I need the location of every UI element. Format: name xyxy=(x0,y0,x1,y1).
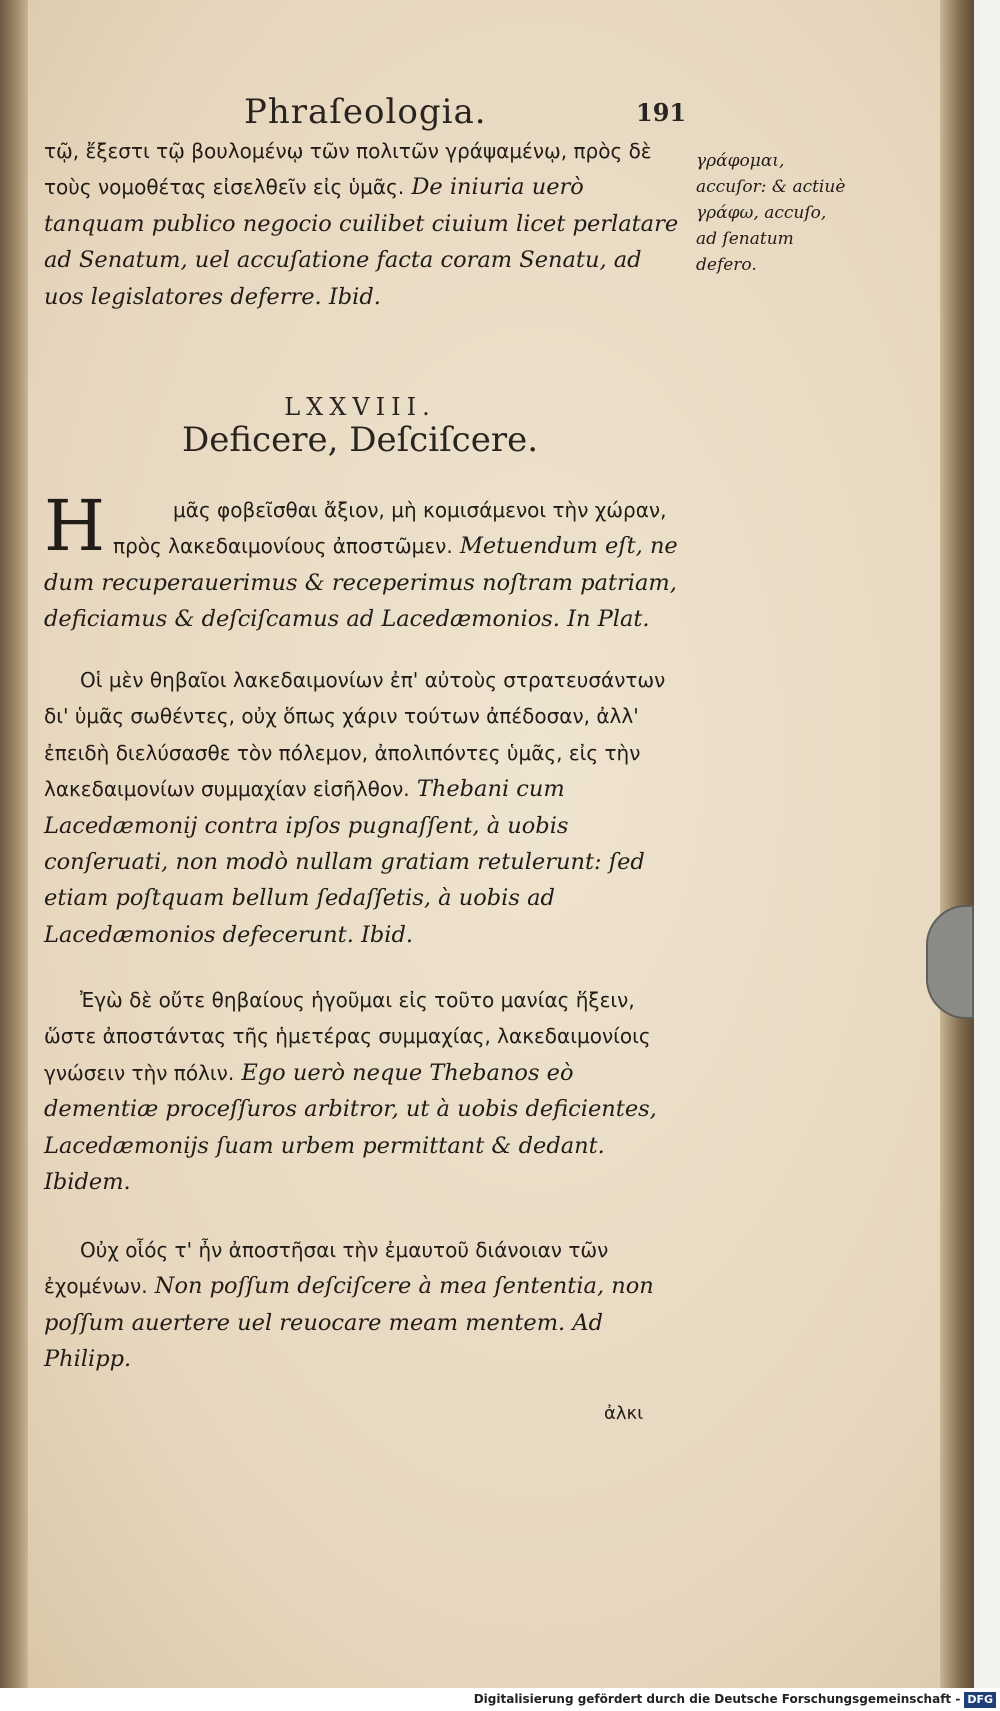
greek-text: μᾶς φοβεῖσθαι ἄξιον, μὴ κομισάμενοι τὴν χώραν, πρὸς λακεδαιμονίους ἀποστῶμεν. xyxy=(113,498,667,559)
latin-text: Non poſſum deſciſcere à mea ſententia, non poſſum auertere uel reuocare meam mentem. Ad Philipp. xyxy=(44,1273,654,1373)
latin-text: Ego uerò neque Thebanos eò dementiæ proceſſuros arbitror, ut à uobis deficientes, Lacedæmonijs ſuam urbem permittant & dedant. Ibidem. xyxy=(44,1059,657,1196)
section-number: LXXVIII. xyxy=(284,393,436,421)
greek-text: Οἱ μὲν θηβαῖοι λακεδαιμονίων ἐπ' αὐτοὺς στρατευσάντων δι' ὑμᾶς σωθέντες, οὐχ ὅπως χάριν τούτων ἀπέδοσαν, ἀλλ' ἐπειδὴ διελύσασθε τὸν πόλεμον, ἀπολιπόντες ὑμᾶς, εἰς τὴν λακεδαιμονίων συμμαχίαν εἰσῆλθον. xyxy=(44,668,666,802)
catchword: ἀλκι xyxy=(604,1403,644,1424)
book-clasp xyxy=(926,905,974,1019)
greek-text: τῷ, ἔξεστι τῷ βουλομένῳ τῶν πολιτῶν γράψαμένῳ, πρὸς δὲ τοὺς νομοθέτας εἰσελθεῖν εἰς ὑμᾶς. xyxy=(44,139,652,200)
running-head: Phraſeologia. xyxy=(244,92,487,132)
page-fore-edge xyxy=(940,0,974,1688)
footer-bar xyxy=(0,1688,1000,1711)
greek-text: Ἐγὼ δὲ οὔτε θηβαίους ἡγοῦμαι εἰς τοῦτο μανίας ἥξειν, ὥστε ἀποστάντας τῆς ἡμετέρας συμμαχίας, λακεδαιμονίοις γνώσειν τὴν πόλιν. xyxy=(44,988,651,1085)
paragraph-1 xyxy=(44,133,688,315)
paragraph-3 xyxy=(44,662,688,953)
binding-gutter xyxy=(0,0,28,1688)
greek-text: Οὐχ οἷός τ' ἦν ἀποστῆσαι τὴν ἐμαυτοῦ διάνοιαν τῶν ἐχομένων. xyxy=(44,1238,609,1299)
latin-text: Metuendum eſt, ne dum recuperauerimus & receperimus noſtram patriam, deficiamus & deſciſcamus ad Lacedæmonios. In Plat. xyxy=(44,533,678,633)
funding-notice: Digitalisierung gefördert durch die Deutsche Forschungsgemeinschaft - xyxy=(473,1692,961,1706)
margin-note: γράφομαι, accuſor: & actiuè γράφω, accuſo, ad ſenatum defero. xyxy=(696,151,846,275)
paragraph-5 xyxy=(44,1232,688,1378)
latin-text: Thebani cum Lacedæmonij contra ipſos pugnaſſent, à uobis conſeruati, non modò nullam gratiam retulerunt: ſed etiam poſtquam bellum ſedaſſetis, à uobis ad Lacedæmonios defecerunt. Ibid. xyxy=(44,776,645,948)
section-title: Deficere, Deſciſcere. xyxy=(181,420,539,460)
paragraph-2 xyxy=(44,485,688,638)
drop-cap: H xyxy=(44,485,106,567)
latin-text: De iniuria uerò tanquam publico negocio cuilibet ciuium licet perlatare ad Senatum, uel accuſatione facta coram Senatu, ad uos legislatores deferre. Ibid. xyxy=(44,174,679,310)
page-number: 191 xyxy=(636,98,687,127)
dfg-logo: DFG xyxy=(964,1692,996,1708)
paragraph-4 xyxy=(44,982,688,1200)
